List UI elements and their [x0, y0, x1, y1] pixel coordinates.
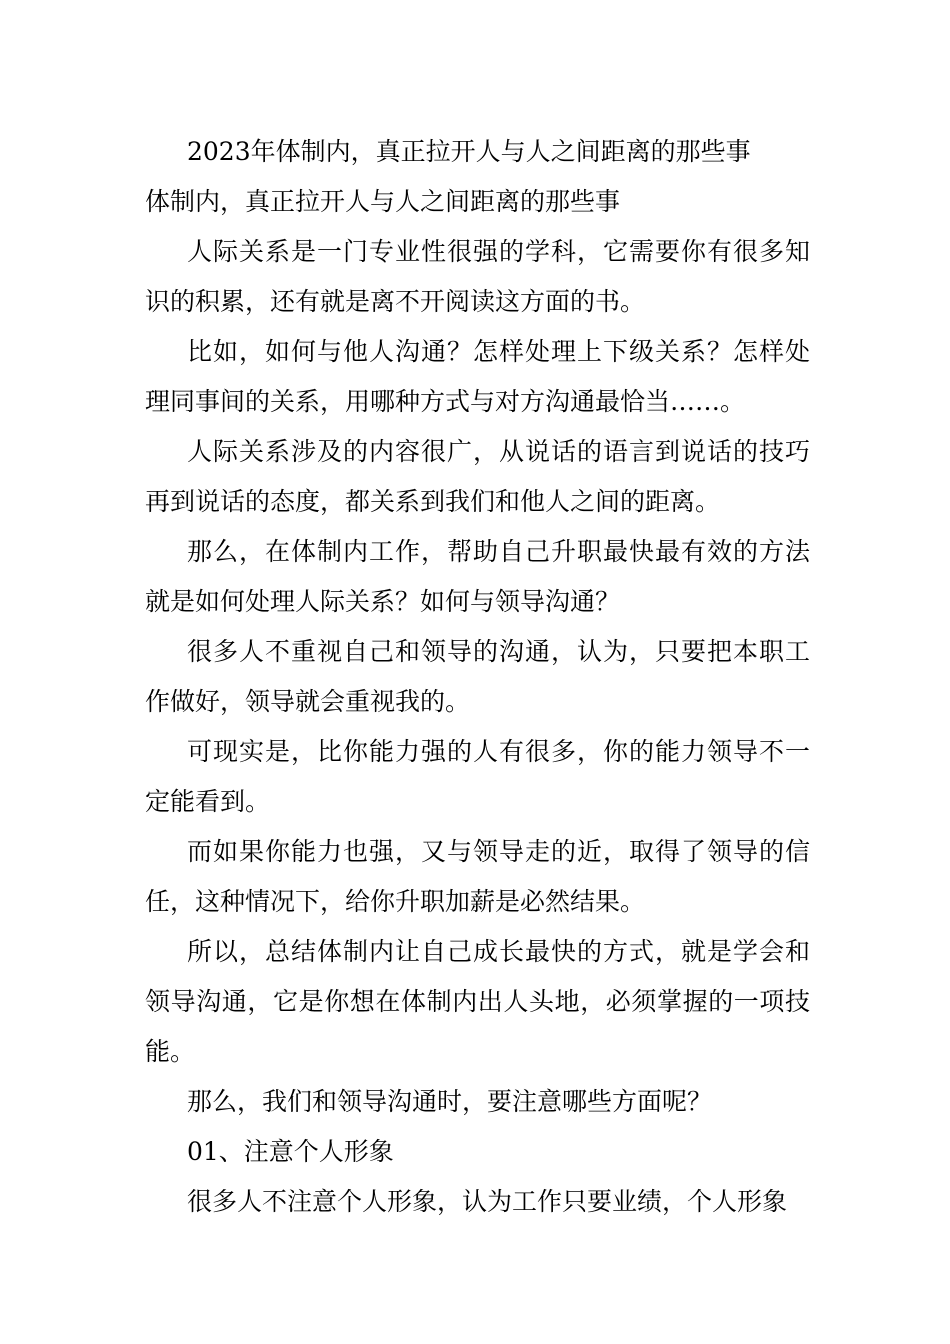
paragraph: 那么，在体制内工作，帮助自己升职最快最有效的方法就是如何处理人际关系？如何与领导沟通？	[145, 537, 810, 616]
section-heading: 01、注意个人形象	[187, 1137, 394, 1166]
paragraph: 人际关系涉及的内容很广，从说话的语言到说话的技巧再到说话的态度，都关系到我们和他人之间的距离。	[145, 437, 810, 516]
document-subtitle: 体制内，真正拉开人与人之间距离的那些事	[145, 187, 621, 216]
document-title: 2023年体制内，真正拉开人与人之间距离的那些事	[187, 137, 751, 166]
paragraph: 很多人不重视自己和领导的沟通，认为，只要把本职工作做好，领导就会重视我的。	[145, 637, 810, 716]
document-body	[145, 127, 810, 1227]
paragraph: 人际关系是一门专业性很强的学科，它需要你有很多知识的积累，还有就是离不开阅读这方面的书。	[145, 237, 810, 316]
paragraph: 那么，我们和领导沟通时，要注意哪些方面呢？	[187, 1087, 713, 1116]
paragraph: 比如，如何与他人沟通？怎样处理上下级关系？怎样处理同事间的关系，用哪种方式与对方沟通最恰当……。	[145, 337, 810, 416]
paragraph: 所以，总结体制内让自己成长最快的方式，就是学会和领导沟通，它是你想在体制内出人头地，必须掌握的一项技能。	[145, 937, 810, 1066]
paragraph: 很多人不注意个人形象，认为工作只要业绩，个人形象	[187, 1187, 788, 1216]
paragraph: 可现实是，比你能力强的人有很多，你的能力领导不一定能看到。	[145, 737, 810, 816]
paragraph: 而如果你能力也强，又与领导走的近，取得了领导的信任，这种情况下，给你升职加薪是必然结果。	[145, 837, 810, 916]
